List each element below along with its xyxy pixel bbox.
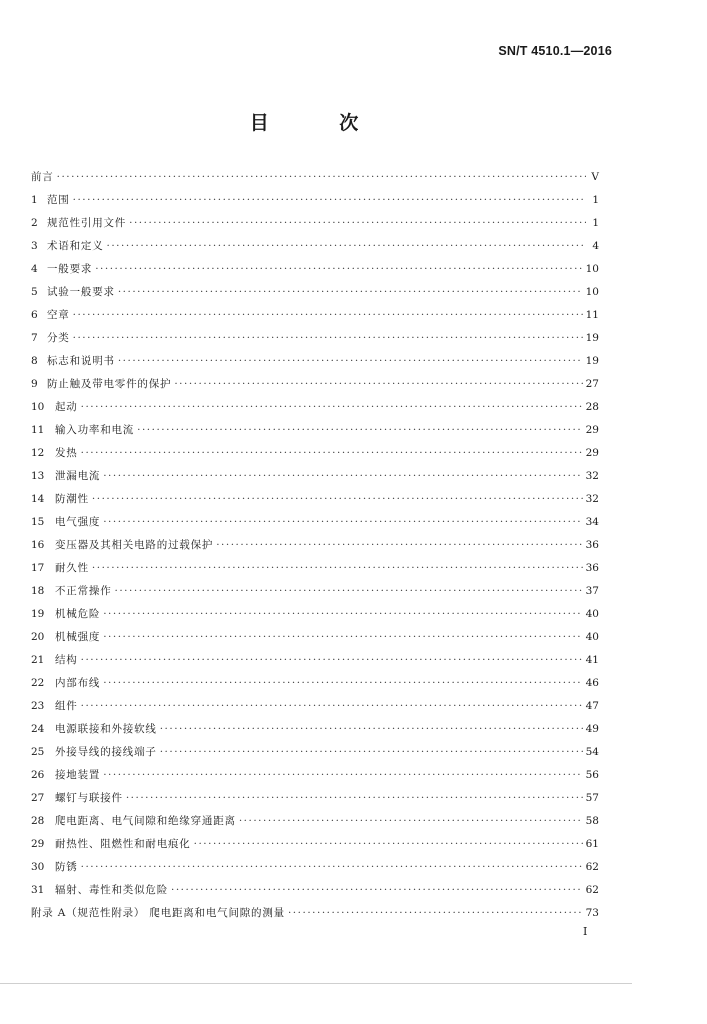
toc-entry-number: 31 bbox=[31, 884, 45, 896]
toc-entry-number: 28 bbox=[31, 815, 45, 827]
toc-entry-label: 结构 bbox=[55, 654, 78, 666]
toc-entry-number: 1 bbox=[31, 194, 38, 206]
toc-entry[interactable] bbox=[31, 238, 599, 261]
toc-entry-number: 7 bbox=[31, 332, 38, 344]
toc-entry[interactable] bbox=[31, 905, 599, 928]
toc-leader-dots bbox=[174, 378, 582, 390]
toc-entry-label: 螺钉与联接件 bbox=[55, 792, 123, 804]
toc-entry-page: 34 bbox=[585, 516, 599, 528]
toc-entry-label: 防锈 bbox=[55, 861, 78, 873]
toc-leader-dots bbox=[57, 171, 586, 183]
toc-entry[interactable] bbox=[31, 399, 599, 422]
toc-entry-page: 40 bbox=[585, 631, 599, 643]
toc-entry-number: 8 bbox=[31, 355, 38, 367]
toc-entry-number: 20 bbox=[31, 631, 45, 643]
toc-entry-label: 防止触及带电零件的保护 bbox=[47, 378, 172, 390]
toc-entry[interactable] bbox=[31, 330, 599, 353]
toc-entry[interactable] bbox=[31, 813, 599, 836]
toc-entry[interactable] bbox=[31, 882, 599, 905]
toc-entry-label: 规范性引用文件 bbox=[47, 217, 127, 229]
toc-entry-number: 11 bbox=[31, 424, 45, 436]
toc-entry-number: 19 bbox=[31, 608, 45, 620]
toc-leader-dots bbox=[81, 861, 583, 873]
toc-leader-dots bbox=[160, 746, 583, 758]
toc-entry-number: 12 bbox=[31, 447, 45, 459]
toc-entry-label: 起动 bbox=[55, 401, 78, 413]
toc-leader-dots bbox=[288, 907, 583, 919]
toc-entry[interactable] bbox=[31, 376, 599, 399]
toc-entry[interactable] bbox=[31, 514, 599, 537]
toc-entry-page: 32 bbox=[585, 470, 599, 482]
toc-leader-dots bbox=[81, 401, 583, 413]
page-title: 目 次 bbox=[249, 112, 391, 134]
toc-entry[interactable] bbox=[31, 721, 599, 744]
page-number: I bbox=[583, 925, 588, 938]
toc-entry-page: 1 bbox=[592, 194, 599, 206]
toc-leader-dots bbox=[107, 240, 587, 252]
toc-entry[interactable] bbox=[31, 836, 599, 859]
toc-entry[interactable] bbox=[31, 307, 599, 330]
toc-entry-label: 标志和说明书 bbox=[47, 355, 115, 367]
toc-entry-page: 1 bbox=[592, 217, 599, 229]
toc-entry[interactable] bbox=[31, 491, 599, 514]
toc-entry-page: 57 bbox=[585, 792, 599, 804]
toc-entry-page: 56 bbox=[585, 769, 599, 781]
toc-entry-page: 10 bbox=[585, 263, 599, 275]
toc-entry[interactable] bbox=[31, 192, 599, 215]
toc-entry-number: 2 bbox=[31, 217, 38, 229]
toc-entry-page: 41 bbox=[585, 654, 599, 666]
toc-entry-number: 18 bbox=[31, 585, 45, 597]
toc-entry-number: 30 bbox=[31, 861, 45, 873]
toc-entry[interactable] bbox=[31, 537, 599, 560]
toc-leader-dots bbox=[103, 516, 582, 528]
toc-entry-number: 5 bbox=[31, 286, 38, 298]
toc-entry-number: 6 bbox=[31, 309, 38, 321]
toc-entry-label: 爬电距离、电气间隙和绝缘穿通距离 bbox=[55, 815, 236, 827]
toc-entry[interactable] bbox=[31, 767, 599, 790]
toc-entry-number: 4 bbox=[31, 263, 38, 275]
toc-entry-label: 试验一般要求 bbox=[47, 286, 115, 298]
toc-entry[interactable] bbox=[31, 560, 599, 583]
toc-leader-dots bbox=[73, 194, 586, 206]
toc-entry-number: 24 bbox=[31, 723, 45, 735]
toc-entry[interactable] bbox=[31, 583, 599, 606]
bottom-divider bbox=[0, 983, 632, 984]
toc-entry-label: 一般要求 bbox=[47, 263, 93, 275]
toc-leader-dots bbox=[73, 309, 583, 321]
toc-entry[interactable] bbox=[31, 353, 599, 376]
toc-entry[interactable] bbox=[31, 675, 599, 698]
toc-entry-number: 14 bbox=[31, 493, 45, 505]
toc-leader-dots bbox=[95, 263, 582, 275]
toc-entry-number: 25 bbox=[31, 746, 45, 758]
toc-entry-label: 不正常操作 bbox=[55, 585, 112, 597]
toc-entry[interactable] bbox=[31, 169, 599, 192]
toc-entry-label: 输入功率和电流 bbox=[55, 424, 135, 436]
toc-entry-label: 辐射、毒性和类似危险 bbox=[55, 884, 168, 896]
toc-entry-page: 19 bbox=[585, 332, 599, 344]
toc-leader-dots bbox=[171, 884, 583, 896]
toc-leader-dots bbox=[81, 447, 583, 459]
toc-entry-number: 17 bbox=[31, 562, 45, 574]
toc-entry[interactable] bbox=[31, 629, 599, 652]
toc-entry[interactable] bbox=[31, 215, 599, 238]
toc-leader-dots bbox=[160, 723, 583, 735]
toc-entry[interactable] bbox=[31, 261, 599, 284]
toc-entry-number: 15 bbox=[31, 516, 45, 528]
toc-entry-label: 附录 A（规范性附录） 爬电距离和电气间隙的测量 bbox=[31, 907, 285, 919]
toc-entry-label: 外接导线的接线端子 bbox=[55, 746, 157, 758]
toc-entry-page: 73 bbox=[585, 907, 599, 919]
toc-leader-dots bbox=[92, 493, 583, 505]
toc-entry-label: 电源联接和外接软线 bbox=[55, 723, 157, 735]
table-of-contents bbox=[31, 169, 599, 928]
toc-entry-number: 3 bbox=[31, 240, 38, 252]
toc-entry-page: 46 bbox=[585, 677, 599, 689]
toc-entry[interactable] bbox=[31, 744, 599, 767]
toc-entry-number: 26 bbox=[31, 769, 45, 781]
toc-entry-number: 9 bbox=[31, 378, 38, 390]
toc-leader-dots bbox=[137, 424, 583, 436]
toc-entry-page: 40 bbox=[585, 608, 599, 620]
toc-entry-number: 29 bbox=[31, 838, 45, 850]
toc-leader-dots bbox=[103, 769, 582, 781]
toc-leader-dots bbox=[103, 677, 582, 689]
toc-entry-label: 耐热性、阻燃性和耐电痕化 bbox=[55, 838, 191, 850]
toc-entry-page: 29 bbox=[585, 447, 599, 459]
toc-entry-label: 术语和定义 bbox=[47, 240, 104, 252]
toc-entry-page: 58 bbox=[585, 815, 599, 827]
toc-entry[interactable] bbox=[31, 468, 599, 491]
toc-entry-page: 32 bbox=[585, 493, 599, 505]
toc-entry-page: 10 bbox=[585, 286, 599, 298]
toc-entry-label: 防潮性 bbox=[55, 493, 89, 505]
toc-leader-dots bbox=[216, 539, 582, 551]
toc-entry-number: 23 bbox=[31, 700, 45, 712]
toc-entry-page: 28 bbox=[585, 401, 599, 413]
toc-entry-number: 21 bbox=[31, 654, 45, 666]
toc-entry[interactable] bbox=[31, 284, 599, 307]
toc-entry-label: 电气强度 bbox=[55, 516, 101, 528]
toc-entry-label: 内部布线 bbox=[55, 677, 101, 689]
toc-leader-dots bbox=[115, 585, 583, 597]
toc-entry[interactable] bbox=[31, 445, 599, 468]
toc-entry-page: 49 bbox=[585, 723, 599, 735]
toc-entry-label: 范围 bbox=[47, 194, 70, 206]
toc-entry-number: 22 bbox=[31, 677, 45, 689]
toc-entry-page: 36 bbox=[585, 562, 599, 574]
toc-leader-dots bbox=[92, 562, 583, 574]
toc-leader-dots bbox=[126, 792, 583, 804]
toc-leader-dots bbox=[81, 654, 583, 666]
toc-entry-page: 4 bbox=[592, 240, 599, 252]
toc-entry-number: 13 bbox=[31, 470, 45, 482]
toc-entry[interactable] bbox=[31, 422, 599, 445]
toc-entry-label: 耐久性 bbox=[55, 562, 89, 574]
toc-entry-label: 泄漏电流 bbox=[55, 470, 101, 482]
toc-leader-dots bbox=[129, 217, 586, 229]
toc-entry-page: 47 bbox=[585, 700, 599, 712]
standard-code: SN/T 4510.1—2016 bbox=[498, 44, 612, 58]
toc-entry-page: 11 bbox=[585, 309, 599, 321]
toc-leader-dots bbox=[103, 631, 582, 643]
toc-entry-number: 27 bbox=[31, 792, 45, 804]
toc-entry-page: 36 bbox=[585, 539, 599, 551]
toc-entry-page: 37 bbox=[585, 585, 599, 597]
toc-entry-page: 29 bbox=[585, 424, 599, 436]
toc-entry-label: 发热 bbox=[55, 447, 78, 459]
toc-entry[interactable] bbox=[31, 790, 599, 813]
toc-entry-number: 16 bbox=[31, 539, 45, 551]
toc-entry[interactable] bbox=[31, 652, 599, 675]
toc-entry-label: 变压器及其相关电路的过载保护 bbox=[55, 539, 214, 551]
toc-leader-dots bbox=[81, 700, 583, 712]
toc-entry-page: 61 bbox=[585, 838, 599, 850]
toc-entry-label: 组件 bbox=[55, 700, 78, 712]
toc-leader-dots bbox=[118, 286, 583, 298]
toc-entry-page: 27 bbox=[585, 378, 599, 390]
toc-entry[interactable] bbox=[31, 859, 599, 882]
toc-leader-dots bbox=[194, 838, 583, 850]
toc-entry-label: 前言 bbox=[31, 171, 54, 183]
toc-entry-label: 分类 bbox=[47, 332, 70, 344]
toc-entry-label: 机械危险 bbox=[55, 608, 101, 620]
toc-leader-dots bbox=[239, 815, 583, 827]
toc-entry-page: 62 bbox=[585, 884, 599, 896]
toc-leader-dots bbox=[103, 470, 582, 482]
toc-entry-page: 62 bbox=[585, 861, 599, 873]
toc-entry-label: 机械强度 bbox=[55, 631, 101, 643]
toc-entry[interactable] bbox=[31, 606, 599, 629]
toc-entry-number: 10 bbox=[31, 401, 45, 413]
toc-entry[interactable] bbox=[31, 698, 599, 721]
toc-entry-label: 接地装置 bbox=[55, 769, 101, 781]
toc-entry-page: V bbox=[591, 171, 599, 183]
toc-entry-label: 空章 bbox=[47, 309, 70, 321]
toc-entry-page: 54 bbox=[585, 746, 599, 758]
toc-leader-dots bbox=[103, 608, 582, 620]
toc-entry-page: 19 bbox=[585, 355, 599, 367]
toc-leader-dots bbox=[73, 332, 583, 344]
toc-leader-dots bbox=[118, 355, 583, 367]
